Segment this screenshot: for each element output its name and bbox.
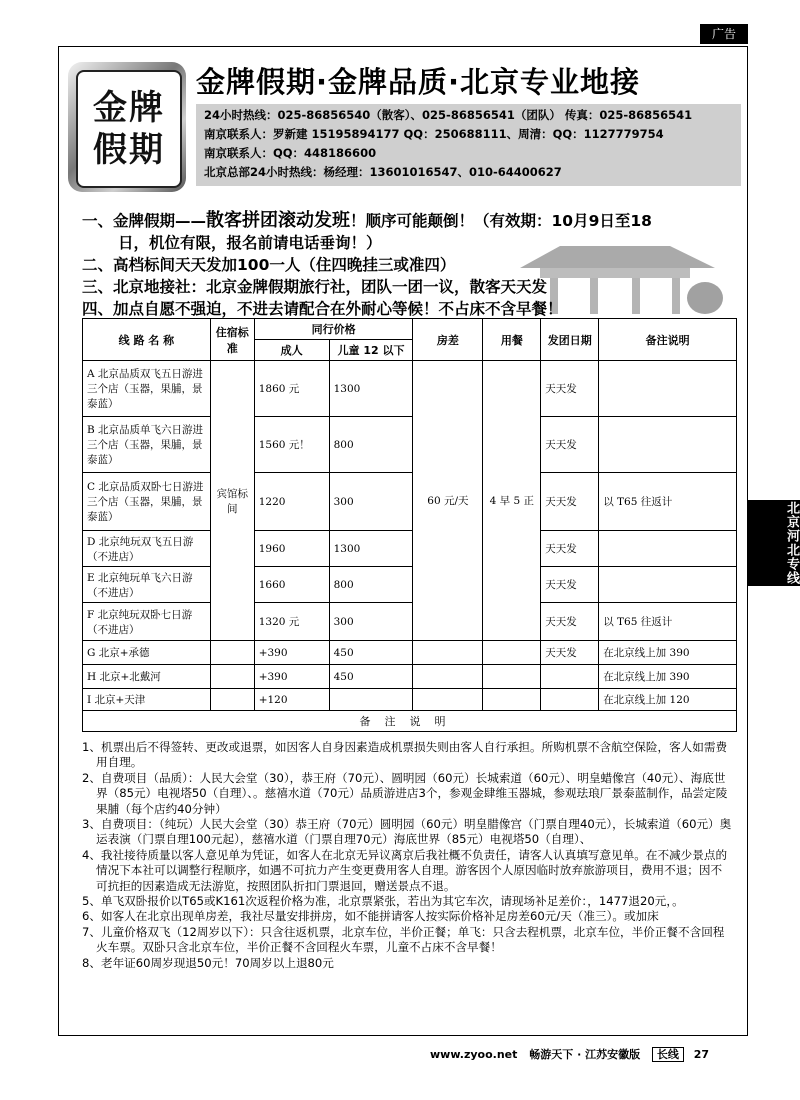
logo-line-2: 假期 (93, 130, 165, 170)
table-row-extra (83, 689, 737, 711)
adult-price: +120 (254, 689, 329, 711)
remark (599, 567, 737, 603)
header-adult: 成人 (254, 340, 329, 361)
child-price: 800 (329, 567, 413, 603)
note-item: 1、机票出后不得签转、更改或退票，如因客人自身因素造成机票损失则由客人自行承担。所购机票不含航空保险，客人如需费用自理。 (82, 740, 728, 770)
child-price: 300 (329, 603, 413, 641)
footer-badge: 长线 (652, 1047, 684, 1062)
logo-line-1: 金牌 (93, 88, 165, 128)
departure-dates: 天天发 (541, 641, 599, 665)
contact-box (196, 104, 741, 186)
route-table (82, 318, 737, 732)
footer-brand: 畅游天下 · 江苏安徽版 (529, 1048, 641, 1061)
header-dates: 发团日期 (541, 319, 599, 361)
notes-title: 备注说明 (83, 711, 737, 732)
remark (599, 361, 737, 417)
hotel-standard (210, 689, 254, 711)
room-diff (413, 689, 483, 711)
header-remarks: 备注说明 (599, 319, 737, 361)
table-row-extra (83, 665, 737, 689)
note-item: 4、我社接待质量以客人意见单为凭证，如客人在北京无异议离京后我社概不负责任，请客人认真填写意见单。在不减少景点的情况下本社可以调整行程顺序，如遇不可抗力产生变更费用客人自理。游客因个人原因临时放弃旅游项目，费用不退；因不可抗拒的因素造成无法游览，按照团队折扣门票退回，赠送景点不退。 (82, 847, 728, 893)
notice-2: 二、高档标间天天发加100一人（住四晚挂三或准四） (82, 256, 456, 274)
table-row (83, 417, 737, 473)
adult-price: 1220 (254, 473, 329, 531)
header-route: 线 路 名 称 (83, 319, 211, 361)
remark (599, 417, 737, 473)
child-price: 1300 (329, 361, 413, 417)
route-name: A 北京品质双飞五日游进三个店（玉器，果脯，景泰蓝） (83, 361, 211, 417)
contact-beijing: 北京总部24小时热线：杨经理：13601016547、010-64400627 (204, 165, 562, 179)
child-price: 1300 (329, 531, 413, 567)
contact-nanjing-2: 南京联系人：QQ：448186600 (204, 146, 377, 160)
meals: 4 早 5 正 (483, 361, 541, 641)
remark: 以 T65 往返计 (599, 603, 737, 641)
departure-dates: 天天发 (541, 473, 599, 531)
departure-dates: 天天发 (541, 417, 599, 473)
note-item: 3、自费项目：（纯玩）人民大会堂（30）恭王府（70元）圆明园（60元）明皇腊像宫（门票自理40元），长城索道（60元）奥运表演（门票自理100元起），慈禧水道（门票自理70元）海底世界（85元）电视塔50（自理）、 (82, 817, 732, 847)
child-price: 800 (329, 417, 413, 473)
meals (483, 641, 541, 665)
note-item: 6、如客人在北京出现单房差，我社尽量安排拼房，如不能拼请客人按实际价格补足房差60元/天（准三）。或加床 (82, 909, 659, 924)
table-row (83, 531, 737, 567)
note-item: 7、儿童价格双飞（12周岁以下）：只含往返机票，北京车位，半价正餐；单飞：只含去程机票，北京车位，半价正餐不含回程火车票。双卧只含北京车位，半价正餐不含回程火车票，儿童不占床不含早餐！ (82, 924, 725, 955)
note-item: 2、自费项目（品质）：人民大会堂（30），恭王府（70元）、圆明园（60元）长城索道（60元）、明皇蜡像宫（40元）、海底世界（85元）电视塔50（自理）、。慈禧水道（70元）品质游进店3个，参观金肆维玉器城，参观珐琅厂景泰蓝制作，品尝定陵果脯（每个店约40分钟） (82, 770, 728, 816)
table-row (83, 361, 737, 417)
header-meals: 用餐 (483, 319, 541, 361)
departure-dates (541, 665, 599, 689)
header-room-diff: 房差 (413, 319, 483, 361)
meals (483, 689, 541, 711)
adult-price: 1860 元 (254, 361, 329, 417)
route-name: B 北京品质单飞六日游进三个店（玉器，果脯，景泰蓝） (83, 417, 211, 473)
adult-price: +390 (254, 641, 329, 665)
footer-url: www.zyoo.net (430, 1048, 518, 1061)
departure-dates: 天天发 (541, 603, 599, 641)
header-price: 同行价格 (254, 319, 413, 340)
table-row (83, 603, 737, 641)
notices (82, 210, 742, 320)
remark: 在北京线上加 390 (599, 665, 737, 689)
header-child: 儿童 12 以下 (329, 340, 413, 361)
child-price (329, 689, 413, 711)
table-row (83, 567, 737, 603)
hotel-standard (210, 665, 254, 689)
remark: 以 T65 往返计 (599, 473, 737, 531)
headline: 金牌假期·金牌品质·北京专业地接 (196, 65, 641, 99)
route-name: D 北京纯玩双飞五日游（不进店） (83, 531, 211, 567)
notice-1 (82, 210, 742, 232)
notice-1-cont: 日，机位有限，报名前请电话垂询！） (118, 234, 382, 252)
notice-1-prefix: 一、金牌假期—— (82, 212, 207, 230)
route-name: I 北京+天津 (83, 689, 211, 711)
route-name: G 北京+承德 (83, 641, 211, 665)
hotel-standard (210, 641, 254, 665)
remark (599, 531, 737, 567)
departure-dates: 天天发 (541, 567, 599, 603)
adult-price: 1960 (254, 531, 329, 567)
room-diff: 60 元/天 (413, 361, 483, 641)
child-price: 450 (329, 641, 413, 665)
route-name: H 北京+北戴河 (83, 665, 211, 689)
note-item: 5、单飞双卧报价以T65或K161次返程价格为准，北京票紧张，若出为其它车次，请现场补足差价：，1477退20元，。 (82, 894, 684, 909)
table-row-extra (83, 641, 737, 665)
footer (430, 1046, 709, 1062)
route-name: C 北京品质双卧七日游进三个店（玉器，果脯，景泰蓝） (83, 473, 211, 531)
adult-price: 1320 元 (254, 603, 329, 641)
room-diff (413, 665, 483, 689)
route-name: E 北京纯玩单飞六日游（不进店） (83, 567, 211, 603)
hotel-standard: 宾馆标间 (210, 361, 254, 641)
adult-price: +390 (254, 665, 329, 689)
remark: 在北京线上加 390 (599, 641, 737, 665)
adult-price: 1660 (254, 567, 329, 603)
contact-hotline: 24小时热线：025-86856540（散客）、025-86856541（团队） 传真：025-86856541 (204, 108, 693, 122)
table-header-row (83, 319, 737, 340)
table-row (83, 473, 737, 531)
logo (68, 62, 186, 192)
notice-1-rest: ！顺序可能颠倒！（有效期：10月9日至18 (350, 212, 652, 230)
adult-price: 1560 元！ (254, 417, 329, 473)
remark: 在北京线上加 120 (599, 689, 737, 711)
departure-dates: 天天发 (541, 531, 599, 567)
notice-4: 四、加点自愿不强迫，不进去请配合在外耐心等候！不占床不含早餐！ (82, 300, 563, 318)
page-number: 27 (693, 1048, 710, 1061)
room-diff (413, 641, 483, 665)
ad-tag: 广告 (700, 24, 748, 44)
departure-dates (541, 689, 599, 711)
notice-3: 三、北京地接社：北京金牌假期旅行社，团队一团一议，散客天天发 (82, 278, 548, 296)
header-hotel: 住宿标准 (210, 319, 254, 361)
logo-badge (76, 70, 182, 188)
child-price: 300 (329, 473, 413, 531)
notice-1-highlight: 散客拼团滚动发班 (206, 210, 351, 231)
note-item: 8、老年证60周岁现退50元！70周岁以上退80元 (82, 955, 334, 970)
side-section-tab: 北京河北专线 (748, 500, 800, 586)
meals (483, 665, 541, 689)
notes-title-row (83, 711, 737, 732)
contact-nanjing-1: 南京联系人：罗新建 15195894177 QQ：250688111、周清：QQ：1127779754 (204, 127, 664, 141)
route-name: F 北京纯玩双卧七日游（不进店） (83, 603, 211, 641)
notes-section (82, 740, 732, 971)
child-price: 450 (329, 665, 413, 689)
departure-dates: 天天发 (541, 361, 599, 417)
